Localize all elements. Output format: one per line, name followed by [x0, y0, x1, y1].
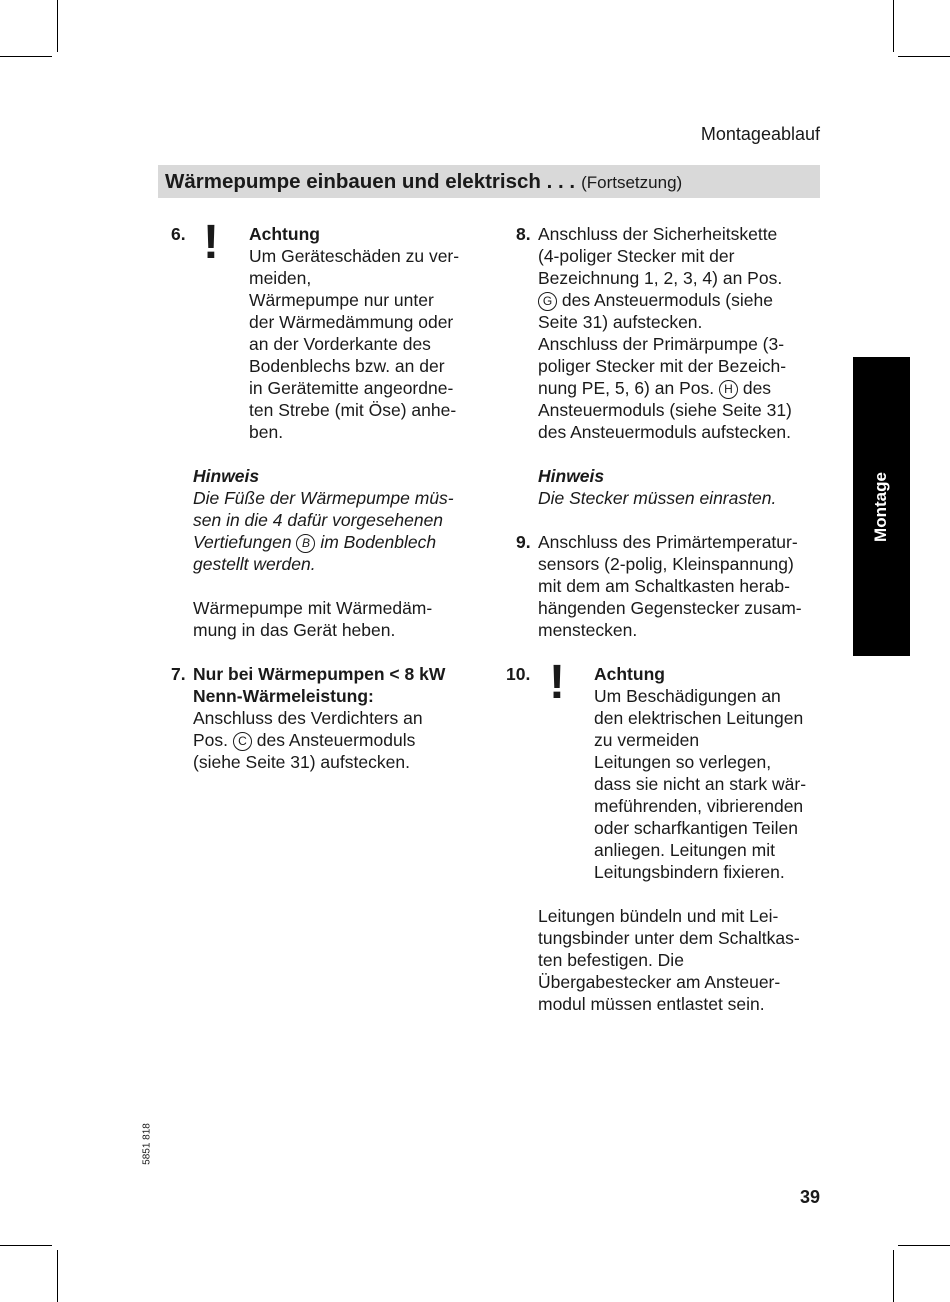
body-line	[538, 289, 792, 311]
section-title-sub: (Fortsetzung)	[581, 173, 683, 192]
warning-line: in Gerätemitte angeordne-	[249, 378, 454, 398]
body-text: Pos.	[193, 730, 229, 750]
warning-line: anliegen. Leitungen mit	[594, 840, 775, 860]
body-line: poliger Stecker mit der Bezeich-	[538, 356, 787, 376]
body-line	[538, 377, 792, 399]
warning-line: den elektrischen Leitungen	[594, 708, 804, 728]
warning-line: ten Strebe (mit Öse) anhe-	[249, 400, 457, 420]
body-text: des	[742, 378, 772, 398]
step-8-number: 8.	[516, 224, 531, 244]
document-number: 5851 818	[141, 1123, 153, 1165]
crop-mark	[57, 1250, 58, 1302]
body-line: mung in das Gerät heben.	[193, 620, 396, 640]
body-line	[193, 729, 445, 751]
warning-line: oder scharfkantigen Teilen	[594, 818, 798, 838]
body-line: Ansteuermoduls (siehe Seite 31)	[538, 400, 792, 420]
warning-line: der Wärmedämmung oder	[249, 312, 454, 332]
body-line: hängenden Gegenstecker zusam-	[538, 598, 802, 618]
body-text: des Ansteuermoduls (siehe	[561, 290, 773, 310]
page-number: 39	[799, 1187, 820, 1207]
warning-line: Leitungsbindern fixieren.	[594, 862, 785, 882]
warning-line: Um Beschädigungen an	[594, 686, 781, 706]
note-line: Die Stecker müssen einrasten.	[538, 488, 777, 508]
warning-line: Wärmepumpe nur unter	[249, 290, 434, 310]
warning-heading: Achtung	[249, 224, 320, 244]
note-heading: Hinweis	[538, 466, 605, 486]
warning-line: meiden,	[249, 268, 312, 288]
step-8-note	[538, 465, 776, 509]
body-line: menstecken.	[538, 620, 638, 640]
section-title	[165, 170, 682, 194]
note-line: sen in die 4 dafür vorgesehenen	[193, 510, 444, 530]
step-7-heading: Nenn-Wärmeleistung:	[193, 686, 374, 706]
note-text: im Bodenblech	[320, 532, 437, 552]
crop-mark	[57, 0, 58, 52]
crop-mark	[898, 56, 950, 57]
step-7	[193, 663, 445, 773]
step-10-number: 10.	[506, 664, 531, 684]
crop-mark	[893, 0, 894, 52]
chapter-tab-label: Montage	[871, 472, 890, 542]
body-line: (siehe Seite 31) aufstecken.	[193, 752, 410, 772]
crop-mark	[0, 1245, 52, 1246]
chapter-tab	[853, 357, 910, 656]
warning-icon: !	[549, 656, 565, 709]
body-line: Bezeichnung 1, 2, 3, 4) an Pos.	[538, 268, 783, 288]
position-marker-g: G	[538, 292, 557, 311]
position-marker-c: C	[233, 732, 252, 751]
warning-line: Bodenblechs bzw. an der	[249, 356, 445, 376]
body-line: Anschluss des Primärtemperatur-	[538, 532, 798, 552]
warning-line: ben.	[249, 422, 284, 442]
crop-mark	[893, 1250, 894, 1302]
warning-line: dass sie nicht an stark wär-	[594, 774, 807, 794]
note-line: Die Füße der Wärmepumpe müs-	[193, 488, 454, 508]
running-header: Montageablauf	[700, 124, 820, 144]
section-title-bar	[158, 165, 820, 198]
warning-line: zu vermeiden	[594, 730, 700, 750]
body-text: nung PE, 5, 6) an Pos.	[538, 378, 715, 398]
step-7-heading: Nur bei Wärmepumpen < 8 kW	[193, 664, 446, 684]
note-line	[193, 531, 454, 553]
position-marker-h: H	[719, 380, 738, 399]
body-text: des Ansteuermoduls	[256, 730, 416, 750]
step-10-text	[538, 905, 800, 1015]
warning-line: Leitungen so verlegen,	[594, 752, 772, 772]
body-line: Übergabestecker am Ansteuer-	[538, 972, 781, 992]
step-6-text	[193, 597, 432, 641]
step-9-number: 9.	[516, 532, 531, 552]
step-9	[538, 531, 802, 641]
warning-line: an der Vorderkante des	[249, 334, 431, 354]
step-6-warning	[249, 223, 459, 443]
body-line: Anschluss des Verdichters an	[193, 708, 423, 728]
crop-mark	[0, 56, 52, 57]
body-line: sensors (2-polig, Kleinspannung)	[538, 554, 794, 574]
note-text: Vertiefungen	[193, 532, 292, 552]
step-8	[538, 223, 792, 443]
body-line: des Ansteuermoduls aufstecken.	[538, 422, 791, 442]
body-line: Leitungen bündeln und mit Lei-	[538, 906, 779, 926]
crop-mark	[898, 1245, 950, 1246]
note-line: gestellt werden.	[193, 554, 316, 574]
note-heading: Hinweis	[193, 466, 260, 486]
body-line: modul müssen entlastet sein.	[538, 994, 765, 1014]
body-line: Wärmepumpe mit Wärmedäm-	[193, 598, 433, 618]
body-line: ten befestigen. Die	[538, 950, 684, 970]
body-line: mit dem am Schaltkasten herab-	[538, 576, 790, 596]
body-line: Anschluss der Primärpumpe (3-	[538, 334, 785, 354]
body-line: Anschluss der Sicherheitskette	[538, 224, 778, 244]
section-title-main: Wärmepumpe einbauen und elektrisch . . .	[165, 170, 576, 193]
warning-line: meführenden, vibrierenden	[594, 796, 804, 816]
step-10-warning	[594, 663, 806, 883]
step-6-note	[193, 465, 454, 575]
position-marker-b: B	[296, 534, 315, 553]
step-6-number: 6.	[171, 224, 186, 244]
body-line: tungsbinder unter dem Schaltkas-	[538, 928, 800, 948]
step-7-number: 7.	[171, 664, 186, 684]
body-line: Seite 31) aufstecken.	[538, 312, 703, 332]
warning-heading: Achtung	[594, 664, 665, 684]
body-line: (4-poliger Stecker mit der	[538, 246, 735, 266]
warning-line: Um Geräteschäden zu ver-	[249, 246, 460, 266]
warning-icon: !	[203, 216, 219, 269]
